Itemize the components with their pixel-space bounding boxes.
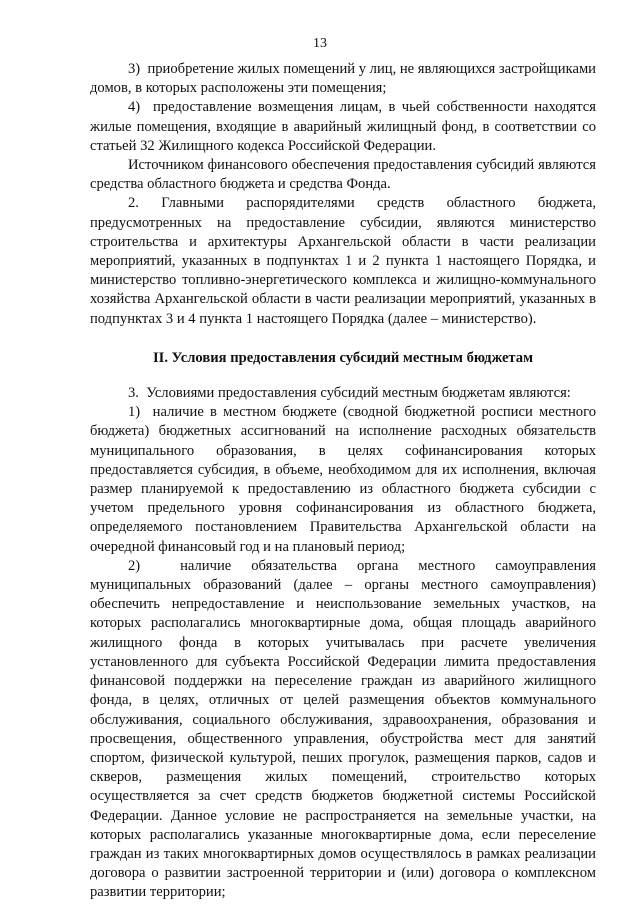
paragraph-funding-source: Источником финансового обеспечения предоставления субсидий являются средства областного бюджета и средства Фонда. — [90, 157, 596, 193]
paragraph-item-3: 3) приобретение жилых помещений у лиц, не являющихся застройщиками домов, в которых расположены эти помещения; — [90, 61, 596, 97]
paragraph-condition-2: 2) наличие обязательства органа местного самоуправления муниципальных образований (далее – органы местного самоуправления) обеспечить непредоставление и неиспользование земельных участков, на которых располагались многоквартирные дома, общая площадь аварийного жилищного фонда в которых учитывалась при расчете увеличения установленного для субъекта Российской Федерации лимита предоставления финансовой поддержки на переселение граждан из аварийного жилищного фонда, в целях, отличных от целей размещения объектов коммунального обслуживания, социального обслуживания, здравоохранения, образования и просвещения, общественного управления, обустройства мест для занятий спортом, физической культурой, пеших прогулок, размещения парков, садов и скверов, размещения жилых помещений, строительство которых осуществляется за счет средств бюджетов бюджетной системы Российской Федерации. Данное условие не распространяется на земельные участки, на которых располагались указанные многоквартирные дома, если переселение граждан из таких многоквартирных домов осуществлялось в рамках реализации договора о развитии застроенной территории и (или) договора о комплексном развитии территории; — [90, 557, 596, 901]
page-number: 13 — [313, 36, 327, 51]
paragraph-clause-3: 3. Условиями предоставления субсидий местным бюджетам являются: — [128, 385, 571, 402]
paragraph-item-4: 4) предоставление возмещения лицам, в чьей собственности находятся жилые помещения, входящие в аварийный жилищный фонд, в соответствии со статьей 32 Жилищного кодекса Российской Федерации. — [90, 99, 596, 154]
section-heading: II. Условия предоставления субсидий местным бюджетам — [152, 349, 534, 366]
paragraph-condition-1: 1) наличие в местном бюджете (сводной бюджетной росписи местного бюджета) бюджетных ассигнований на исполнение расходных обязательств муниципального образования, в целях софинансирования которых предоставляется субсидия, в объеме, необходимом для их исполнения, включая размер планируемой к предоставлению из областного бюджета субсидии с учетом предельного уровня софинансирования из областного бюджета, определяемого постановлением Правительства Архангельской области на очередной финансовый год и на плановый период; — [90, 404, 596, 555]
document-body — [90, 60, 596, 903]
paragraph-clause-2: 2. Главными распорядителями средств областного бюджета, предусмотренных на предоставление субсидии, являются министерство строительства и архитектуры Архангельской области в части реализации мероприятий, указанных в подпунктах 1 и 2 пункта 1 настоящего Порядка, и министерство топливно-энергетического комплекса и жилищно-коммунального хозяйства Архангельской области в части реализации мероприятий, указанных в подпунктах 3 и 4 пункта 1 настоящего Порядка (далее – министерство). — [90, 195, 596, 327]
